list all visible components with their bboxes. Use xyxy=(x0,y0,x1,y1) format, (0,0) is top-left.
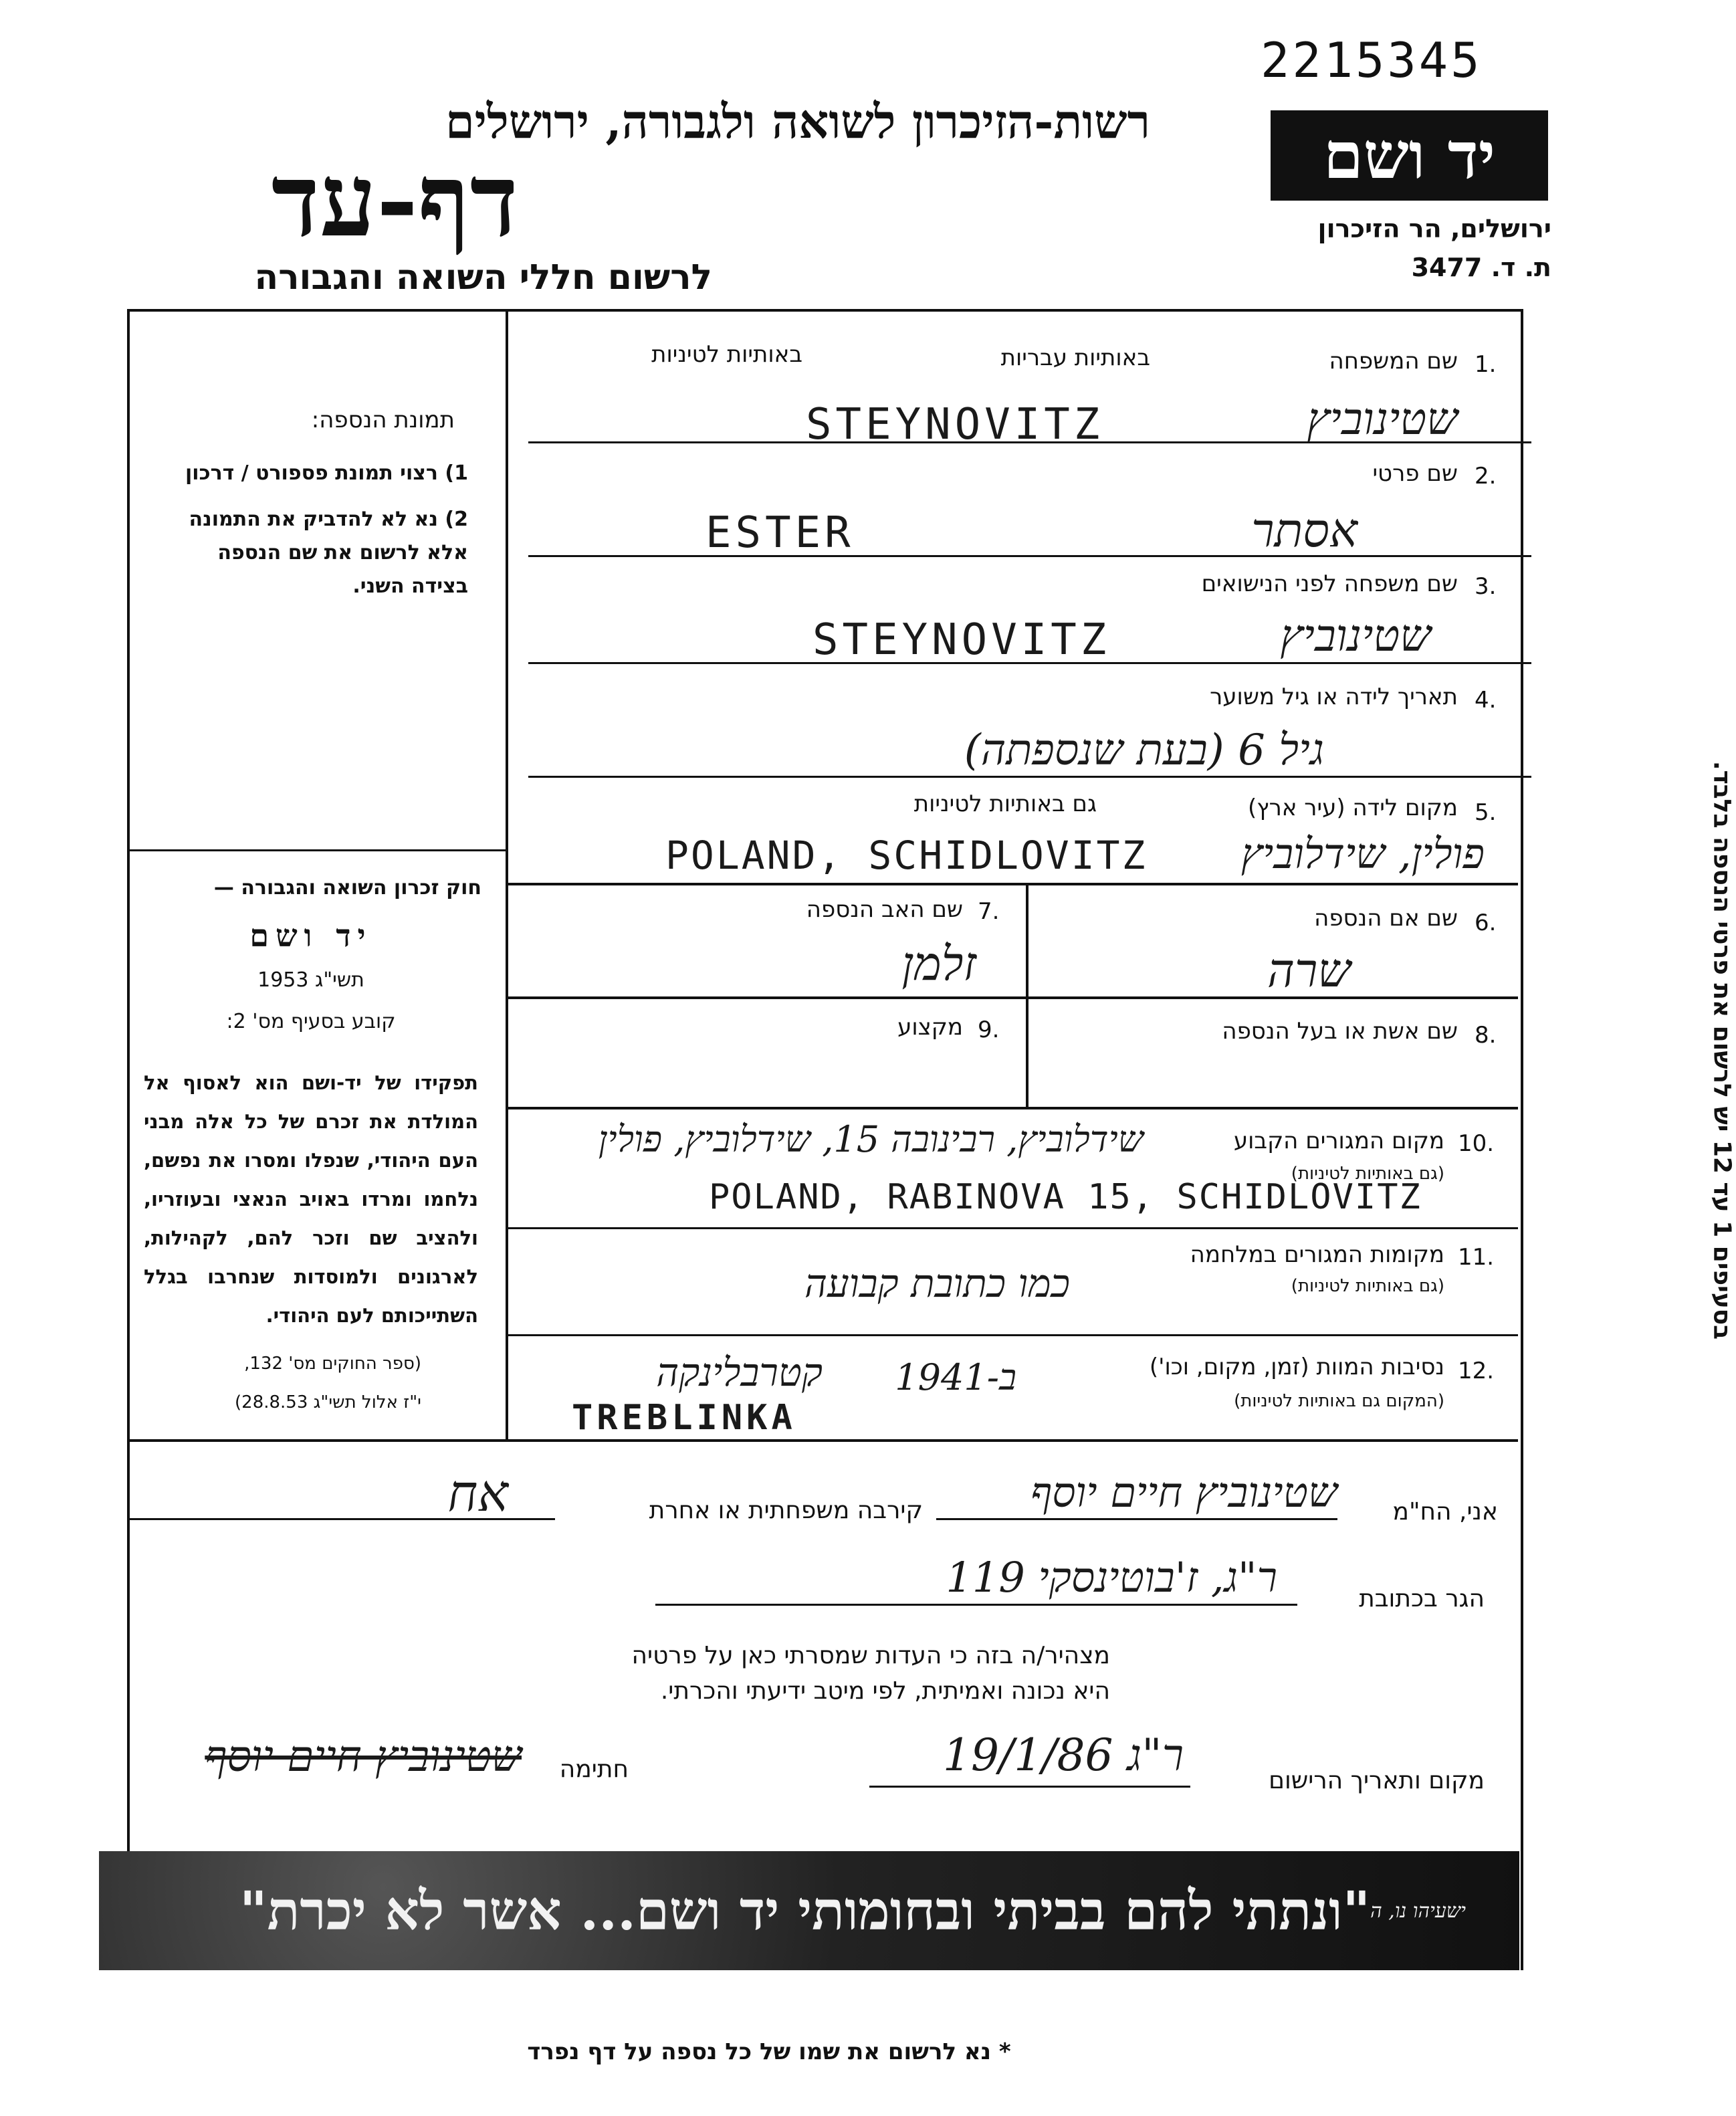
field-10-label: מקום המגורים הקבוע xyxy=(1233,1128,1444,1154)
declarant-name: שטינוביץ חיים יוסף xyxy=(1030,1468,1337,1517)
page-subtitle: לרשום חללי השואה והגבורה xyxy=(254,257,712,298)
field-2-label: שם פרטי xyxy=(1372,460,1458,487)
field-12-hebrew-value: קטרבלינקה xyxy=(656,1350,823,1395)
field-11-label: מקומות המגורים במלחמה xyxy=(1190,1241,1444,1268)
field-4-number: 4. xyxy=(1475,687,1497,714)
signature-value: שטינוביץ חיים יוסף xyxy=(205,1732,522,1782)
banner-quote: "ונתתי להם בביתי ובחומותי יד ושם... אשר לא יכרת" xyxy=(239,1879,1371,1942)
field-12-sublabel: (המקום גם באותיות לטיניות) xyxy=(1234,1391,1444,1411)
address-line-1: ירושלים, הר הזיכרון xyxy=(1317,214,1551,243)
left-panel-divider xyxy=(506,309,508,1439)
place-date-label: מקום ותאריך הרישום xyxy=(1269,1767,1485,1794)
declaration-statement-2: היא נכונה ואמיתית, לפי מיטב ידיעתי והכרתי. xyxy=(660,1677,1110,1705)
place-date-line xyxy=(869,1786,1190,1788)
field-3-latin-value: STEYNOVITZ xyxy=(812,615,1111,665)
field-3-label: שם משפחה לפני הנישואים xyxy=(1201,570,1458,597)
field-12-latin-value: TREBLINKA xyxy=(572,1398,796,1438)
row-line-10 xyxy=(127,1439,1518,1442)
column-hebrew-header: באותיות עבריות xyxy=(1000,344,1150,371)
address-label: הגר בכתובת xyxy=(1359,1585,1485,1612)
field-12-label: נסיבות המוות (זמן, מקום, וכו') xyxy=(1149,1354,1444,1380)
serial-number: 2215345 xyxy=(1261,32,1483,88)
field-10-latin-value: POLAND, RABINOVA 15, SCHIDLOVITZ xyxy=(709,1177,1422,1217)
field-6-label: שם אם הנספה xyxy=(1314,905,1458,932)
field-2-latin-value: ESTER xyxy=(706,508,855,558)
column-latin-header: באותיות לטיניות xyxy=(651,341,802,368)
field-10-sublabel: (גם באותיות לטיניות) xyxy=(1291,1164,1444,1184)
field-7-number: 7. xyxy=(978,898,1000,925)
row-line-6 xyxy=(508,996,1518,999)
field-5-hebrew-value: פולין, שידלוביץ xyxy=(1240,829,1485,878)
field-12-date-value: ב-1941 xyxy=(895,1356,1016,1398)
field-8-label: שם אשת או בעל הנספה xyxy=(1222,1018,1458,1045)
field-7-value: זלמן xyxy=(901,936,976,991)
quote-banner xyxy=(99,1851,1519,1970)
side-note: בסעיפים 1 עד 12 יש לרשום את פרטי הנספה בלבד. xyxy=(1708,760,1736,1340)
address-line xyxy=(655,1604,1297,1606)
field-5-number: 5. xyxy=(1475,799,1497,826)
field-11-number: 11. xyxy=(1458,1244,1495,1271)
field-11-sublabel: (גם באותיות לטיניות) xyxy=(1291,1276,1444,1296)
field-9-number: 9. xyxy=(978,1017,1000,1043)
law-name: יד ושם xyxy=(249,918,372,954)
address-value: ר"ג, ז'בוטינסקי 119 xyxy=(946,1553,1277,1602)
field-11-value: כמו כתובת קבועה xyxy=(804,1261,1070,1306)
law-year: תשי"ג 1953 xyxy=(257,968,364,992)
field-1-hebrew-value: שטינוביץ xyxy=(1307,393,1458,445)
row-line-5 xyxy=(508,883,1518,885)
field-3-number: 3. xyxy=(1475,573,1497,600)
field-2-number: 2. xyxy=(1475,463,1497,490)
field-1-number: 1. xyxy=(1475,351,1497,378)
field-3-hebrew-value: שטינוביץ xyxy=(1280,610,1431,661)
banner-source: ישעיהו נו, ה xyxy=(1370,1899,1466,1923)
declarant-label: אני, הח"מ xyxy=(1392,1498,1498,1525)
field-5-latin-value: POLAND, SCHIDLOVITZ xyxy=(665,833,1148,878)
law-title: חוק זכרון השואה והגבורה — xyxy=(213,876,481,900)
address-line-2: ת. ד. 3477 xyxy=(1411,253,1551,282)
field-1-latin-value: STEYNOVITZ xyxy=(806,400,1104,449)
signature-label: חתימה xyxy=(559,1756,629,1783)
place-date-value: ר"ג 19/1/86 xyxy=(943,1729,1184,1781)
field-1-label: שם המשפחה xyxy=(1329,348,1458,375)
declaration-statement-1: מצהיר/ה בזה כי העדות שמסרתי כאן על פרטיה xyxy=(631,1642,1110,1669)
law-text: תפקידו של יד-ושם הוא לאסוף אל המולדת את זכרם של כל אלה מבני העם היהודי, שנפלו ומסרו את נפשם, נלחמו ומרדו באויב הנאצי ובעוזריו, ולהציב שם וזכר להם, לקהילות, לארגונים ולמוסדות שנחרבו בגלל השתייכותם לעם היהודי. xyxy=(144,1071,478,1327)
photo-note-1: 1) רצוי תמונת פספורט / דרכון xyxy=(185,461,468,485)
declarant-line xyxy=(936,1518,1337,1520)
row-6-9-divider xyxy=(1026,885,1028,1107)
law-section: קובע בסעיף מס' 2: xyxy=(226,1010,396,1033)
field-9-label: מקצוע xyxy=(897,1014,963,1041)
photo-note-2: 2) נא לא להדביק את התמונה אלא לרשום את שם הנספה בצידה השני. xyxy=(189,508,468,598)
row-line-9 xyxy=(508,1334,1518,1336)
field-7-label: שם האב הנספה xyxy=(806,896,963,923)
yad-vashem-logo xyxy=(1271,110,1548,201)
field-4-label: תאריך לידה או גיל משוער xyxy=(1210,683,1458,710)
law-reference-2: י"ז אלול תשי"ג 28.8.53) xyxy=(235,1392,421,1412)
field-5-label: מקום לידה (עיר ארץ) xyxy=(1247,795,1458,821)
field-5-sublabel: גם באותיות לטיניות xyxy=(913,790,1097,817)
row-line-8 xyxy=(508,1227,1518,1229)
row-line-2 xyxy=(528,555,1531,557)
logo-text: יד ושם xyxy=(1323,118,1496,193)
photo-heading: תמונת הנספה: xyxy=(311,407,455,433)
field-6-value: שרה xyxy=(1267,943,1351,998)
field-2-hebrew-value: אסתר xyxy=(1251,503,1358,558)
law-reference-1: (ספר החוקים מס' 132, xyxy=(244,1354,421,1374)
field-10-hebrew-value: שידלוביץ, רבינובה 15, שידלוביץ, פולין xyxy=(598,1118,1144,1160)
relation-value: אח xyxy=(447,1463,508,1523)
field-12-number: 12. xyxy=(1458,1358,1495,1384)
footer-note: * נא לרשום את שמו של כל נספה על דף נפרד xyxy=(527,2038,1011,2065)
row-line-7 xyxy=(508,1107,1518,1109)
field-10-number: 10. xyxy=(1458,1130,1495,1157)
relation-label: קירבה משפחתית או אחרת xyxy=(649,1497,923,1524)
page-title: דף-עד xyxy=(271,142,518,259)
field-4-value: גיל 6 (בעת שנספתה) xyxy=(964,726,1324,775)
field-6-number: 6. xyxy=(1475,910,1497,936)
photo-panel-bottom xyxy=(127,849,507,851)
authority-title: רשות-הזיכרון לשואה ולגבורה, ירושלים xyxy=(445,94,1150,149)
row-line-4 xyxy=(528,776,1531,778)
field-8-number: 8. xyxy=(1475,1022,1497,1049)
